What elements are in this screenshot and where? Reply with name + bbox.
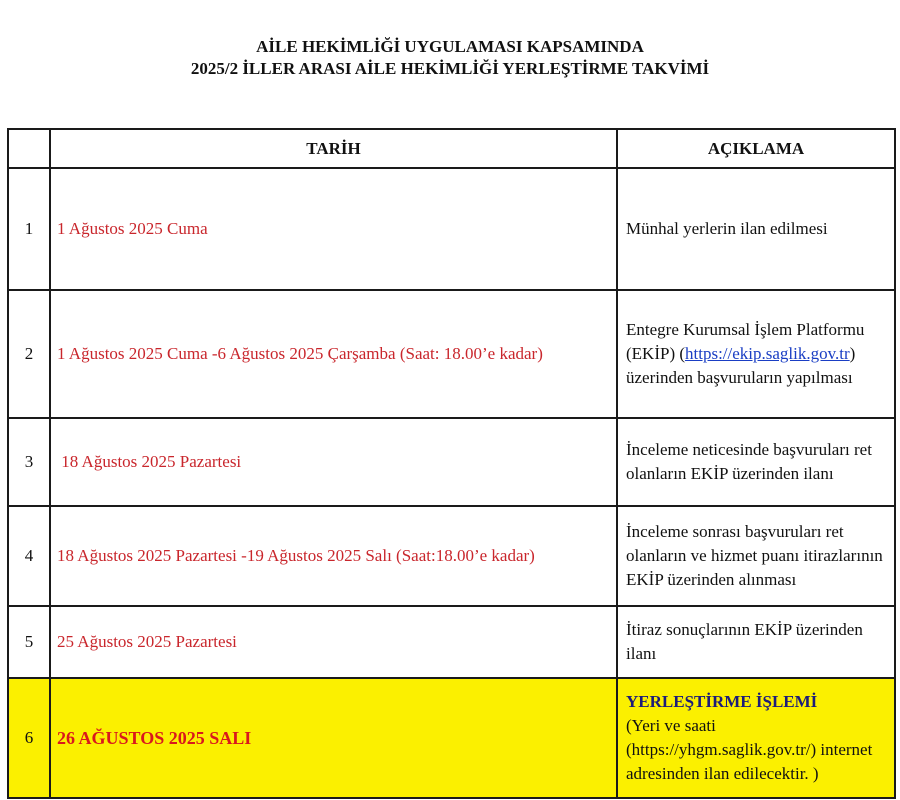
- row-number: 4: [8, 506, 50, 606]
- ekip-link[interactable]: https://ekip.saglik.gov.tr: [685, 344, 850, 363]
- table-row: [8, 506, 895, 606]
- title-line-2: 2025/2 İLLER ARASI AİLE HEKİMLİĞİ YERLEŞTİRME TAKVİMİ: [190, 59, 710, 78]
- header-description: AÇIKLAMA: [617, 129, 895, 168]
- row-date: 26 AĞUSTOS 2025 SALI: [50, 678, 617, 798]
- row-date: 1 Ağustos 2025 Cuma -6 Ağustos 2025 Çarşamba (Saat: 18.00’e kadar): [50, 290, 617, 418]
- row-date: 25 Ağustos 2025 Pazartesi: [50, 606, 617, 678]
- header-number: [8, 129, 50, 168]
- row-description: [617, 290, 895, 418]
- row-description: İtiraz sonuçlarının EKİP üzerinden ilanı: [617, 606, 895, 678]
- row-description: Münhal yerlerin ilan edilmesi: [617, 168, 895, 290]
- table-row-highlighted: [8, 678, 895, 798]
- title-line-1: AİLE HEKİMLİĞİ UYGULAMASI KAPSAMINDA: [256, 37, 644, 56]
- table-row: [8, 168, 895, 290]
- row-date: 1 Ağustos 2025 Cuma: [50, 168, 617, 290]
- row-number: 2: [8, 290, 50, 418]
- row-number: 1: [8, 168, 50, 290]
- table-row: [8, 606, 895, 678]
- description-text: ) üzerinden başvuruların yapılması: [626, 344, 856, 387]
- table-row: [8, 418, 895, 506]
- row-description: İnceleme sonrası başvuruları ret olanların ve hizmet puanı itirazlarının EKİP üzerinden alınması: [617, 506, 895, 606]
- row-description: [617, 678, 895, 798]
- table-row: [8, 290, 895, 418]
- row-number: 5: [8, 606, 50, 678]
- row-date: 18 Ağustos 2025 Pazartesi -19 Ağustos 2025 Salı (Saat:18.00’e kadar): [50, 506, 617, 606]
- row-date: 18 Ağustos 2025 Pazartesi: [50, 418, 617, 506]
- row-number: 6: [8, 678, 50, 798]
- row-number: 3: [8, 418, 50, 506]
- document-title: [0, 36, 900, 80]
- table-header-row: [8, 129, 895, 168]
- header-date: TARİH: [50, 129, 617, 168]
- description-text: (Yeri ve saati (https://yhgm.saglik.gov.tr/) internet adresinden ilan edilecektir. ): [626, 716, 873, 783]
- description-text: Entegre Kurumsal İşlem Platformu (EKİP) (: [626, 320, 865, 363]
- schedule-table: [7, 128, 896, 799]
- row-description: İnceleme neticesinde başvuruları ret olanların EKİP üzerinden ilanı: [617, 418, 895, 506]
- description-heading: YERLEŞTİRME İŞLEMİ: [626, 692, 818, 711]
